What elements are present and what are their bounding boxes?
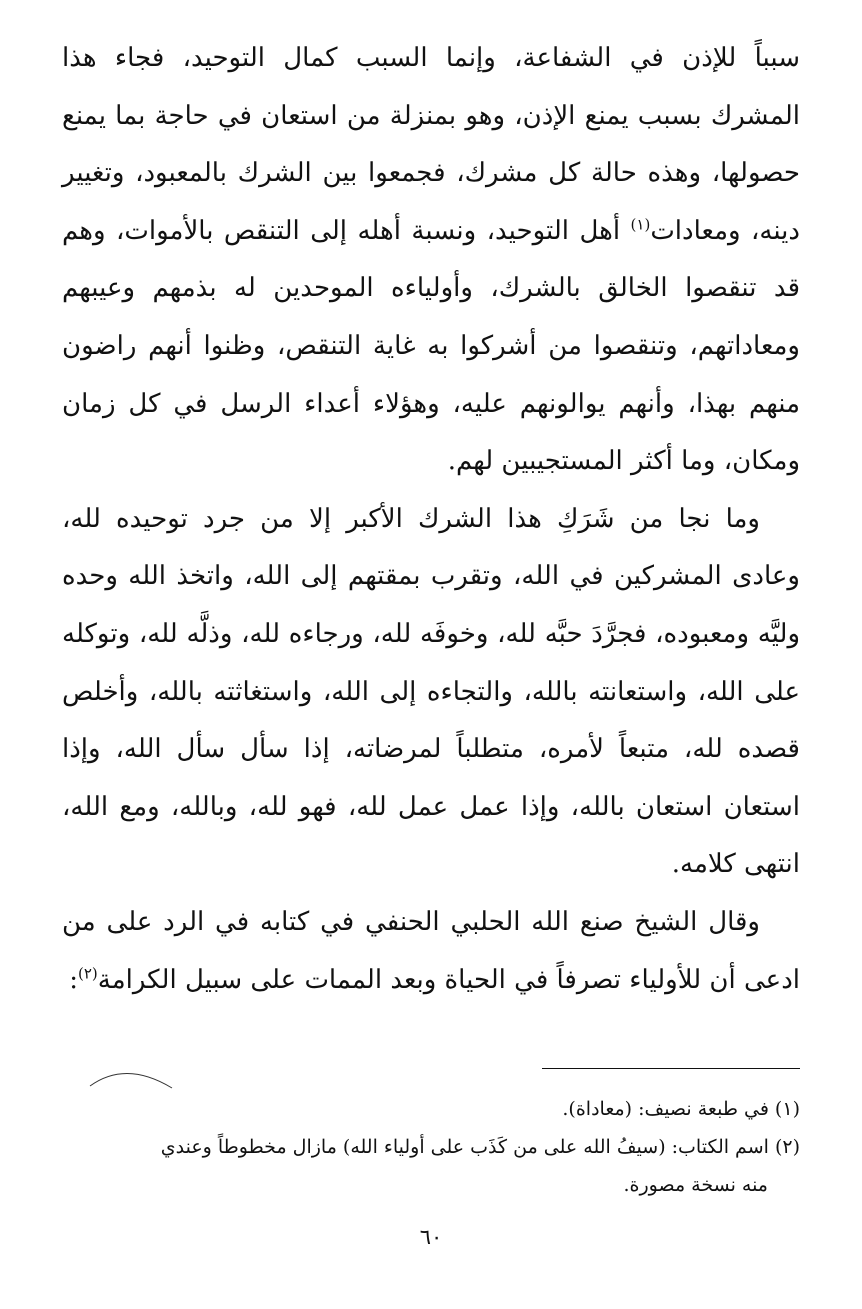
footnote-1: (١) في طبعة نصيف: (معاداة). <box>562 1098 800 1120</box>
footnote-2: (٢) اسم الكتاب: (سيفُ الله على من كَذَب على أولياء الله) مازال مخطوطاً وعندي <box>160 1136 800 1158</box>
paragraph-3-part-2: : <box>69 964 78 995</box>
page-number: ٦٠ <box>419 1225 443 1249</box>
paragraph-2: وما نجا من شَرَكِ هذا الشرك الأكبر إلا من جرد توحيده لله، وعادى المشركين في الله، وتقرب بمقتهم إلى الله، واتخذ الله وحده وليَّه ومعبوده، فجرَّدَ حبَّه لله، وخوفَه لله، ورجاءه لله، وذلَّه لله، وتوكله على الله، واستعانته بالله، والتجاءه إلى الله، واستغاثته بالله، وأخلص قصده لله، متبعاً لأمره، متطلباً لمرضاته، إذا سأل سأل الله، وإذا استعان استعان بالله، وإذا عمل عمل لله، فهو لله، وبالله، ومع الله، انتهى كلامه. <box>62 503 800 880</box>
paragraph-1-part-1: سبباً للإذن في الشفاعة، وإنما السبب كمال التوحيد، فجاء هذا المشرك بسبب يمنع الإذن، وهو بمنزلة من استعان في حاجة بما يمنع حصولها، وهذه حالة كل مشرك، فجمعوا بين الشرك بالمعبود، وتغيير دينه، ومعادات <box>62 43 800 246</box>
footnote-ref-2[interactable]: (٢) <box>77 963 98 982</box>
footnotes <box>62 1090 800 1204</box>
paragraph-3 <box>62 894 800 1009</box>
footnote-2-continuation: منه نسخة مصورة. <box>623 1174 768 1196</box>
footnote-separator <box>542 1068 800 1069</box>
paragraph-1 <box>62 30 800 491</box>
paragraph-3-part-1: وقال الشيخ صنع الله الحلبي الحنفي في كتابه في الرد على من ادعى أن للأولياء تصرفاً في الحياة وبعد الممات على سبيل الكرامة <box>62 906 800 995</box>
footnote-ref-1[interactable]: (١) <box>630 215 651 234</box>
main-text <box>62 30 800 1009</box>
paragraph-1-part-2: أهل التوحيد، ونسبة أهله إلى التنقص بالأموات، وهم قد تنقصوا الخالق بالشرك، وأولياءه الموحدين له بذمهم وعيبهم ومعاداتهم، وتنقصوا من أشركوا به غاية التنقص، وظنوا أنهم راضون منهم بهذا، وأنهم يوالونهم عليه، وهؤلاء أعداء الرسل في كل زمان ومكان، وما أكثر المستجيبين لهم. <box>62 215 800 477</box>
